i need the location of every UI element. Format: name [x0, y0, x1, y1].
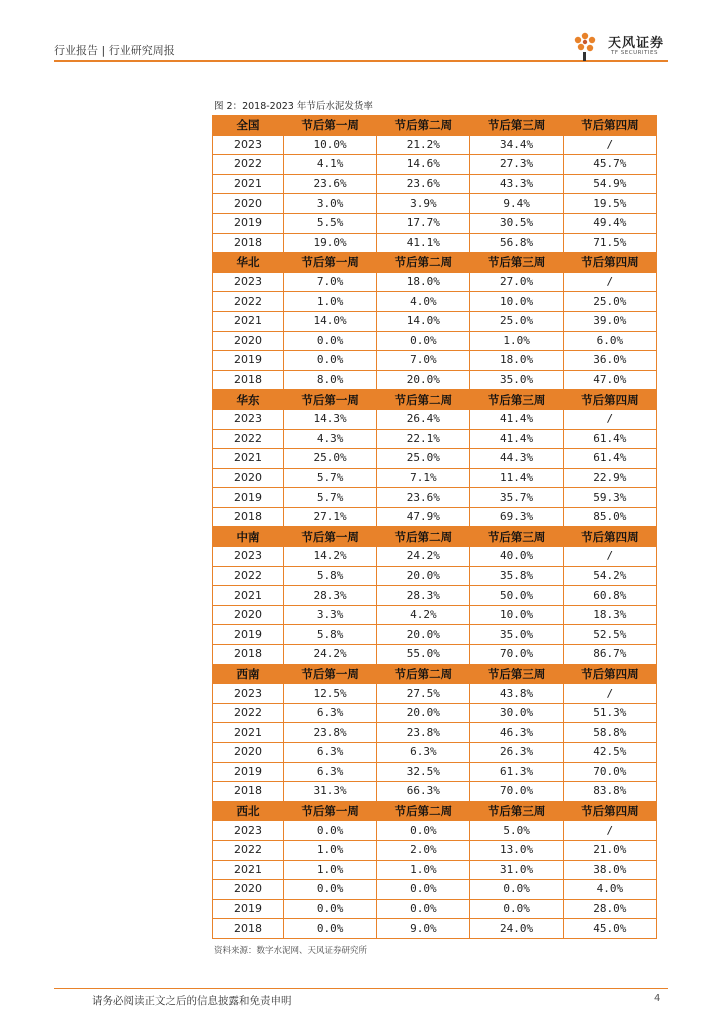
- rate-cell: 25.0%: [470, 311, 563, 331]
- rate-cell: 27.0%: [470, 272, 563, 292]
- rate-cell: /: [563, 409, 656, 429]
- rate-cell: 12.5%: [283, 684, 376, 704]
- table-row: [213, 625, 657, 645]
- rate-cell: 23.6%: [377, 174, 470, 194]
- region-label: 西北: [213, 801, 284, 821]
- rate-cell: 39.0%: [563, 311, 656, 331]
- rate-cell: 70.0%: [470, 645, 563, 665]
- table-row: [213, 605, 657, 625]
- rate-cell: 4.0%: [563, 880, 656, 900]
- rate-cell: 0.0%: [283, 331, 376, 351]
- logo-petal: [587, 45, 593, 51]
- rate-cell: 23.8%: [377, 723, 470, 743]
- rate-cell: 35.0%: [470, 625, 563, 645]
- region-header-row: [213, 253, 657, 273]
- week-column-header: 节后第四周: [563, 664, 656, 684]
- table-row: [213, 840, 657, 860]
- region-label: 全国: [213, 116, 284, 136]
- year-cell: 2022: [213, 703, 284, 723]
- rate-cell: 61.4%: [563, 429, 656, 449]
- rate-cell: 61.3%: [470, 762, 563, 782]
- shipment-rate-table: [212, 115, 657, 939]
- rate-cell: 1.0%: [283, 292, 376, 312]
- rate-cell: 83.8%: [563, 782, 656, 802]
- rate-cell: 1.0%: [470, 331, 563, 351]
- rate-cell: 6.3%: [283, 743, 376, 763]
- rate-cell: 0.0%: [377, 331, 470, 351]
- rate-cell: 86.7%: [563, 645, 656, 665]
- rate-cell: 38.0%: [563, 860, 656, 880]
- rate-cell: 25.0%: [283, 449, 376, 469]
- rate-cell: 43.3%: [470, 174, 563, 194]
- rate-cell: 46.3%: [470, 723, 563, 743]
- logo-petal: [589, 37, 595, 43]
- rate-cell: 45.7%: [563, 155, 656, 175]
- disclaimer-text: 请务必阅读正文之后的信息披露和免责申明: [92, 995, 292, 1007]
- rate-cell: 45.0%: [563, 919, 656, 939]
- table-row: [213, 762, 657, 782]
- year-cell: 2019: [213, 625, 284, 645]
- rate-cell: 1.0%: [283, 860, 376, 880]
- rate-cell: 26.3%: [470, 743, 563, 763]
- year-cell: 2023: [213, 684, 284, 704]
- rate-cell: 14.3%: [283, 409, 376, 429]
- table-row: [213, 468, 657, 488]
- rate-cell: 9.0%: [377, 919, 470, 939]
- table-row: [213, 135, 657, 155]
- rate-cell: 20.0%: [377, 370, 470, 390]
- table-row: [213, 488, 657, 508]
- rate-cell: 41.1%: [377, 233, 470, 253]
- week-column-header: 节后第二周: [377, 390, 470, 410]
- region-label: 西南: [213, 664, 284, 684]
- year-cell: 2022: [213, 292, 284, 312]
- rate-cell: 5.0%: [470, 821, 563, 841]
- table-row: [213, 174, 657, 194]
- rate-cell: 35.7%: [470, 488, 563, 508]
- rate-cell: 18.0%: [377, 272, 470, 292]
- table-row: [213, 547, 657, 567]
- rate-cell: 54.2%: [563, 566, 656, 586]
- rate-cell: 14.6%: [377, 155, 470, 175]
- figure-title: 图 2：2018-2023 年节后水泥发货率: [214, 101, 373, 112]
- rate-cell: 4.3%: [283, 429, 376, 449]
- rate-cell: 6.3%: [283, 703, 376, 723]
- rate-cell: 21.2%: [377, 135, 470, 155]
- year-cell: 2022: [213, 429, 284, 449]
- rate-cell: 2.0%: [377, 840, 470, 860]
- rate-cell: 71.5%: [563, 233, 656, 253]
- rate-cell: 14.2%: [283, 547, 376, 567]
- rate-cell: 50.0%: [470, 586, 563, 606]
- week-column-header: 节后第四周: [563, 116, 656, 136]
- rate-cell: 5.5%: [283, 213, 376, 233]
- table-row: [213, 409, 657, 429]
- rate-cell: 4.2%: [377, 605, 470, 625]
- rate-cell: 4.1%: [283, 155, 376, 175]
- rate-cell: 44.3%: [470, 449, 563, 469]
- rate-cell: /: [563, 684, 656, 704]
- week-column-header: 节后第二周: [377, 116, 470, 136]
- week-column-header: 节后第三周: [470, 390, 563, 410]
- rate-cell: 24.0%: [470, 919, 563, 939]
- rate-cell: 23.6%: [377, 488, 470, 508]
- logo-center: [583, 40, 587, 44]
- rate-cell: 19.5%: [563, 194, 656, 214]
- logo-petal: [575, 37, 581, 43]
- year-cell: 2019: [213, 899, 284, 919]
- rate-cell: 23.6%: [283, 174, 376, 194]
- year-cell: 2019: [213, 488, 284, 508]
- week-column-header: 节后第四周: [563, 390, 656, 410]
- rate-cell: 6.3%: [377, 743, 470, 763]
- rate-cell: 31.0%: [470, 860, 563, 880]
- rate-cell: 41.4%: [470, 409, 563, 429]
- year-cell: 2018: [213, 233, 284, 253]
- table-row: [213, 155, 657, 175]
- rate-cell: 0.0%: [283, 821, 376, 841]
- rate-cell: 20.0%: [377, 566, 470, 586]
- table-row: [213, 586, 657, 606]
- rate-cell: 40.0%: [470, 547, 563, 567]
- year-cell: 2018: [213, 645, 284, 665]
- week-column-header: 节后第一周: [283, 253, 376, 273]
- rate-cell: 1.0%: [377, 860, 470, 880]
- year-cell: 2021: [213, 860, 284, 880]
- rate-cell: 42.5%: [563, 743, 656, 763]
- rate-cell: 61.4%: [563, 449, 656, 469]
- rate-cell: 23.8%: [283, 723, 376, 743]
- week-column-header: 节后第二周: [377, 253, 470, 273]
- year-cell: 2018: [213, 370, 284, 390]
- year-cell: 2018: [213, 782, 284, 802]
- rate-cell: 9.4%: [470, 194, 563, 214]
- year-cell: 2018: [213, 507, 284, 527]
- year-cell: 2022: [213, 840, 284, 860]
- rate-cell: 0.0%: [470, 880, 563, 900]
- table-row: [213, 449, 657, 469]
- rate-cell: 70.0%: [470, 782, 563, 802]
- rate-cell: 31.3%: [283, 782, 376, 802]
- year-cell: 2019: [213, 762, 284, 782]
- rate-cell: 60.8%: [563, 586, 656, 606]
- year-cell: 2021: [213, 449, 284, 469]
- table-row: [213, 743, 657, 763]
- rate-cell: 28.3%: [283, 586, 376, 606]
- rate-cell: 10.0%: [470, 292, 563, 312]
- year-cell: 2020: [213, 880, 284, 900]
- rate-cell: 35.8%: [470, 566, 563, 586]
- region-header-row: [213, 116, 657, 136]
- logo-stem: [583, 52, 586, 61]
- week-column-header: 节后第三周: [470, 116, 563, 136]
- rate-cell: 28.3%: [377, 586, 470, 606]
- rate-cell: 8.0%: [283, 370, 376, 390]
- rate-cell: 32.5%: [377, 762, 470, 782]
- table-row: [213, 899, 657, 919]
- table-row: [213, 919, 657, 939]
- rate-cell: 55.0%: [377, 645, 470, 665]
- region-header-row: [213, 801, 657, 821]
- rate-cell: 47.9%: [377, 507, 470, 527]
- table-row: [213, 292, 657, 312]
- rate-cell: 13.0%: [470, 840, 563, 860]
- table-row: [213, 272, 657, 292]
- week-column-header: 节后第三周: [470, 664, 563, 684]
- year-cell: 2023: [213, 135, 284, 155]
- week-column-header: 节后第四周: [563, 253, 656, 273]
- year-cell: 2021: [213, 174, 284, 194]
- week-column-header: 节后第一周: [283, 390, 376, 410]
- week-column-header: 节后第三周: [470, 527, 563, 547]
- rate-cell: 5.8%: [283, 566, 376, 586]
- rate-cell: 7.0%: [283, 272, 376, 292]
- rate-cell: 10.0%: [470, 605, 563, 625]
- table-row: [213, 566, 657, 586]
- year-cell: 2023: [213, 547, 284, 567]
- week-column-header: 节后第四周: [563, 527, 656, 547]
- rate-cell: 19.0%: [283, 233, 376, 253]
- rate-cell: 58.8%: [563, 723, 656, 743]
- rate-cell: 20.0%: [377, 703, 470, 723]
- rate-cell: 59.3%: [563, 488, 656, 508]
- rate-cell: 5.8%: [283, 625, 376, 645]
- region-label: 华东: [213, 390, 284, 410]
- week-column-header: 节后第二周: [377, 527, 470, 547]
- rate-cell: 30.5%: [470, 213, 563, 233]
- rate-cell: 30.0%: [470, 703, 563, 723]
- rate-cell: 85.0%: [563, 507, 656, 527]
- table-row: [213, 429, 657, 449]
- logo-subtitle: TF SECURITIES: [611, 50, 658, 56]
- week-column-header: 节后第三周: [470, 253, 563, 273]
- rate-cell: 18.0%: [470, 351, 563, 371]
- rate-cell: 35.0%: [470, 370, 563, 390]
- week-column-header: 节后第一周: [283, 116, 376, 136]
- table-row: [213, 370, 657, 390]
- rate-cell: 17.7%: [377, 213, 470, 233]
- logo-petal: [582, 33, 588, 39]
- year-cell: 2023: [213, 409, 284, 429]
- rate-cell: 22.1%: [377, 429, 470, 449]
- year-cell: 2021: [213, 311, 284, 331]
- region-header-row: [213, 390, 657, 410]
- year-cell: 2020: [213, 194, 284, 214]
- week-column-header: 节后第二周: [377, 801, 470, 821]
- week-column-header: 节后第一周: [283, 527, 376, 547]
- rate-cell: 7.0%: [377, 351, 470, 371]
- year-cell: 2020: [213, 468, 284, 488]
- year-cell: 2022: [213, 566, 284, 586]
- table-row: [213, 860, 657, 880]
- rate-cell: 41.4%: [470, 429, 563, 449]
- year-cell: 2021: [213, 723, 284, 743]
- rate-cell: 56.8%: [470, 233, 563, 253]
- rate-cell: 6.3%: [283, 762, 376, 782]
- rate-cell: 27.3%: [470, 155, 563, 175]
- table-row: [213, 723, 657, 743]
- table-row: [213, 645, 657, 665]
- table-row: [213, 782, 657, 802]
- year-cell: 2023: [213, 821, 284, 841]
- table-row: [213, 507, 657, 527]
- rate-cell: 18.3%: [563, 605, 656, 625]
- year-cell: 2019: [213, 351, 284, 371]
- rate-cell: 52.5%: [563, 625, 656, 645]
- rate-cell: 5.7%: [283, 488, 376, 508]
- year-cell: 2022: [213, 155, 284, 175]
- rate-cell: 10.0%: [283, 135, 376, 155]
- week-column-header: 节后第四周: [563, 801, 656, 821]
- rate-cell: 0.0%: [377, 821, 470, 841]
- rate-cell: 70.0%: [563, 762, 656, 782]
- week-column-header: 节后第一周: [283, 664, 376, 684]
- week-column-header: 节后第三周: [470, 801, 563, 821]
- rate-cell: 36.0%: [563, 351, 656, 371]
- rate-cell: 0.0%: [377, 899, 470, 919]
- rate-cell: 4.0%: [377, 292, 470, 312]
- rate-cell: 49.4%: [563, 213, 656, 233]
- rate-cell: 0.0%: [283, 880, 376, 900]
- week-column-header: 节后第二周: [377, 664, 470, 684]
- rate-cell: 25.0%: [377, 449, 470, 469]
- region-header-row: [213, 664, 657, 684]
- region-label: 中南: [213, 527, 284, 547]
- rate-cell: 47.0%: [563, 370, 656, 390]
- year-cell: 2020: [213, 605, 284, 625]
- year-cell: 2019: [213, 213, 284, 233]
- rate-cell: 27.1%: [283, 507, 376, 527]
- table-row: [213, 880, 657, 900]
- rate-cell: 7.1%: [377, 468, 470, 488]
- rate-cell: 20.0%: [377, 625, 470, 645]
- rate-cell: 69.3%: [470, 507, 563, 527]
- logo-wordmark: 天风证券: [608, 36, 665, 51]
- rate-cell: 51.3%: [563, 703, 656, 723]
- table-row: [213, 351, 657, 371]
- rate-cell: 54.9%: [563, 174, 656, 194]
- rate-cell: /: [563, 135, 656, 155]
- rate-cell: /: [563, 547, 656, 567]
- region-header-row: [213, 527, 657, 547]
- rate-cell: 14.0%: [377, 311, 470, 331]
- rate-cell: 22.9%: [563, 468, 656, 488]
- rate-cell: 3.0%: [283, 194, 376, 214]
- rate-cell: 11.4%: [470, 468, 563, 488]
- rate-cell: /: [563, 821, 656, 841]
- region-label: 华北: [213, 253, 284, 273]
- rate-cell: 43.8%: [470, 684, 563, 704]
- year-cell: 2018: [213, 919, 284, 939]
- rate-cell: 1.0%: [283, 840, 376, 860]
- table-row: [213, 684, 657, 704]
- figure-source: 资料来源：数字水泥网、天风证券研究所: [214, 946, 368, 956]
- table-row: [213, 703, 657, 723]
- rate-cell: 0.0%: [283, 351, 376, 371]
- rate-cell: 0.0%: [283, 899, 376, 919]
- rate-cell: 3.3%: [283, 605, 376, 625]
- rate-cell: 28.0%: [563, 899, 656, 919]
- table-row: [213, 213, 657, 233]
- rate-cell: 21.0%: [563, 840, 656, 860]
- rate-cell: 66.3%: [377, 782, 470, 802]
- report-category: 行业报告 | 行业研究周报: [54, 44, 175, 57]
- rate-cell: 0.0%: [283, 919, 376, 939]
- year-cell: 2020: [213, 743, 284, 763]
- rate-cell: 34.4%: [470, 135, 563, 155]
- rate-cell: 27.5%: [377, 684, 470, 704]
- table-row: [213, 194, 657, 214]
- rate-cell: 26.4%: [377, 409, 470, 429]
- rate-cell: 14.0%: [283, 311, 376, 331]
- page-number: 4: [654, 993, 661, 1004]
- year-cell: 2021: [213, 586, 284, 606]
- table-row: [213, 331, 657, 351]
- rate-cell: 0.0%: [377, 880, 470, 900]
- rate-cell: 0.0%: [470, 899, 563, 919]
- table-row: [213, 233, 657, 253]
- week-column-header: 节后第一周: [283, 801, 376, 821]
- footer-divider: [54, 988, 668, 989]
- rate-cell: 6.0%: [563, 331, 656, 351]
- rate-cell: 3.9%: [377, 194, 470, 214]
- logo-petal: [578, 44, 584, 50]
- rate-cell: 5.7%: [283, 468, 376, 488]
- rate-cell: 24.2%: [377, 547, 470, 567]
- rate-cell: 24.2%: [283, 645, 376, 665]
- table-row: [213, 821, 657, 841]
- rate-cell: 25.0%: [563, 292, 656, 312]
- year-cell: 2020: [213, 331, 284, 351]
- rate-cell: /: [563, 272, 656, 292]
- table-row: [213, 311, 657, 331]
- year-cell: 2023: [213, 272, 284, 292]
